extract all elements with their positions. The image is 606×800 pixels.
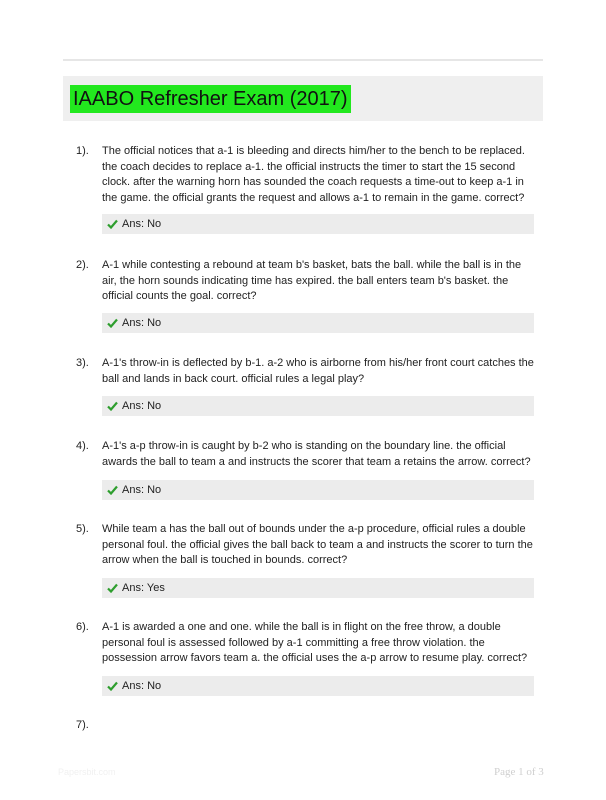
question-text: A-1's throw-in is deflected by b-1. a-2 who is airborne from his/her front court catches the ball and lands in back court. official rules a legal play? — [102, 357, 534, 385]
question-number: 1). — [76, 145, 89, 157]
question-number: 5). — [76, 523, 89, 535]
question-number: 7). — [76, 719, 89, 731]
answer-label: Ans: No — [122, 317, 162, 329]
top-rule — [63, 59, 543, 61]
answer-box — [102, 578, 534, 598]
check-icon — [107, 583, 118, 593]
check-icon — [107, 219, 118, 229]
question-text: A-1 while contesting a rebound at team b's basket, bats the ball. while the ball is in the air, the horn sounds indicating time has expired. the ball enters team b's basket. the official counts the goal. correct? — [102, 259, 522, 302]
question-text: A-1 is awarded a one and one. while the ball is in flight on the free throw, a double personal foul is assessed followed by a-1 committing a free throw violation. the possession arrow favors team a. the official uses the a-p arrow to resume play. correct? — [102, 621, 528, 664]
check-icon — [107, 681, 118, 691]
question-number: 4). — [76, 440, 89, 452]
answer-box — [102, 313, 534, 333]
answer-label: Ans: Yes — [122, 582, 165, 594]
question-text: The official notices that a-1 is bleeding and directs him/her to the bench to be replaced. the coach decides to replace a-1. the official instructs the timer to start the 15 second clock. after the warning horn has sounded the coach requests a time-out to keep a-1 in the game. the official grants the request and allows a-1 to remain in the game. correct? — [102, 145, 525, 204]
answer-label: Ans: No — [122, 484, 162, 496]
footer-page: Page 1 of 3 — [494, 766, 544, 778]
question-number: 2). — [76, 259, 89, 271]
question-number: 6). — [76, 621, 89, 633]
title-box — [63, 76, 543, 121]
check-icon — [107, 318, 118, 328]
footer-site: Papersbit.com — [58, 767, 116, 777]
question-text: While team a has the ball out of bounds under the a-p procedure, official rules a double personal foul. the official gives the ball back to team a and instructs the scorer to turn the arrow when the ball is touched in bounds. correct? — [102, 523, 533, 566]
check-icon — [107, 401, 118, 411]
question-number: 3). — [76, 357, 89, 369]
answer-box — [102, 214, 534, 234]
answer-box — [102, 480, 534, 500]
question-text: A-1's a-p throw-in is caught by b-2 who is standing on the boundary line. the official awards the ball to team a and instructs the scorer that team a retains the arrow. correct? — [102, 440, 531, 468]
answer-box — [102, 676, 534, 696]
page-title: IAABO Refresher Exam (2017) — [70, 85, 351, 113]
answer-box — [102, 396, 534, 416]
answer-label: Ans: No — [122, 400, 162, 412]
answer-label: Ans: No — [122, 218, 162, 230]
answer-label: Ans: No — [122, 680, 162, 692]
check-icon — [107, 485, 118, 495]
